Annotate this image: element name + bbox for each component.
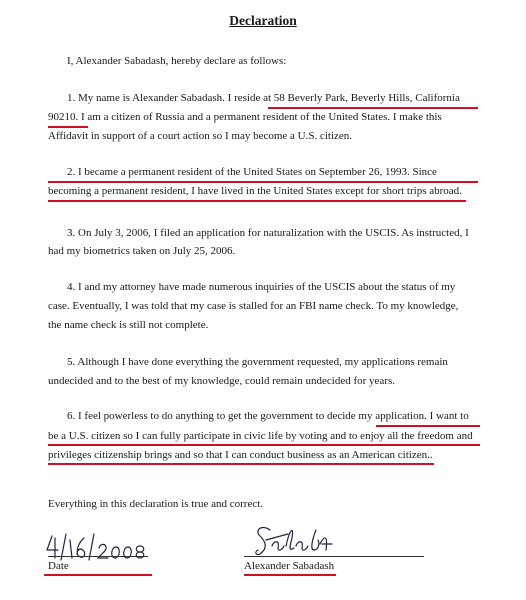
date-label: Date: [48, 560, 69, 572]
paragraph-2-line-1: 2. I became a permanent resident of the United States on September 26, 1993. Since: [67, 166, 437, 178]
handwritten-signature: [252, 520, 342, 560]
underline-annotation: [268, 107, 478, 109]
underline-annotation: [48, 463, 434, 465]
underline-annotation: [48, 200, 466, 202]
paragraph-3-line-2: had my biometrics taken on July 25, 2006.: [48, 245, 236, 257]
underline-annotation: [48, 444, 480, 446]
paragraph-6-line-3: privileges citizenship brings and so that I can conduct business as an American citizen..: [48, 449, 433, 461]
underline-annotation: [244, 574, 336, 576]
signature-line: [244, 556, 424, 557]
paragraph-4-line-1: 4. I and my attorney have made numerous inquiries of the USCIS about the status of my: [67, 281, 456, 293]
paragraph-5-line-2: undecided and to the best of my knowledge, could remain undecided for years.: [48, 375, 395, 387]
paragraph-6-line-2: be a U.S. citizen so I can fully participate in civic life by voting and to enjoy all the freedom and: [48, 430, 473, 442]
paragraph-2-line-2: becoming a permanent resident, I have lived in the United States except for short trips abroad.: [48, 185, 462, 197]
paragraph-5-line-1: 5. Although I have done everything the government requested, my applications remain: [67, 356, 448, 368]
underline-annotation: [48, 126, 88, 128]
signer-name: Alexander Sabadash: [244, 560, 335, 572]
paragraph-1-line-1: 1. My name is Alexander Sabadash. I reside at 58 Beverly Park, Beverly Hills, California: [67, 92, 460, 104]
underline-annotation: [376, 425, 480, 427]
paragraph-4-line-2: case. Eventually, I was told that my case is stalled for an FBI name check. To my knowledge,: [48, 300, 459, 312]
intro-text: I, Alexander Sabadash, hereby declare as follows:: [67, 55, 287, 67]
paragraph-1-line-2: 90210. I am a citizen of Russia and a permanent resident of the United States. I make this: [48, 111, 442, 123]
page-title: Declaration: [229, 13, 297, 28]
date-signature-line: [48, 556, 148, 557]
closing-statement: Everything in this declaration is true and correct.: [48, 498, 264, 510]
paragraph-1-line-3: Affidavit in support of a court action so I may become a U.S. citizen.: [48, 130, 353, 142]
underline-annotation: [48, 181, 478, 183]
underline-annotation: [44, 574, 152, 576]
paragraph-6-line-1: 6. I feel powerless to do anything to get the government to decide my application. I want to: [67, 410, 469, 422]
paragraph-3-line-1: 3. On July 3, 2006, I filed an application for naturalization with the USCIS. As instructed, I: [67, 227, 469, 239]
paragraph-4-line-3: the name check is still not complete.: [48, 319, 209, 331]
